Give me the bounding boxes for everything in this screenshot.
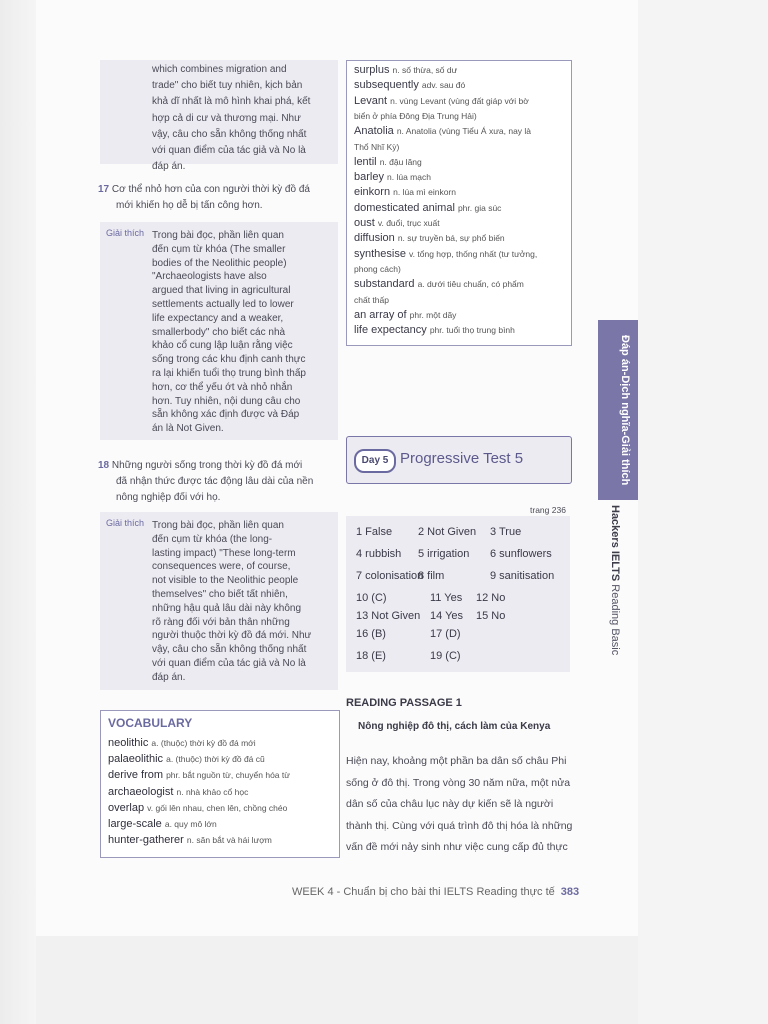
- expl17-line: sống trong các khu định canh thực: [152, 354, 306, 366]
- vocabulary-definition: a. quy mô lớn: [164, 819, 217, 829]
- page-margin: [638, 0, 768, 1024]
- vocabulary-definition: a. (thuộc) thời kỳ đồ đá mới: [151, 738, 256, 748]
- answer-item: 11 Yes: [430, 592, 463, 604]
- vocabulary-word: neolithic: [108, 737, 152, 749]
- vocabulary-word: palaeolithic: [108, 753, 167, 766]
- q17-line: mới khiến họ dễ bị tấn công hơn.: [116, 200, 263, 212]
- expl18-line: Trong bài đọc, phần liên quan: [152, 520, 284, 531]
- answer-item: 9 sanitisation: [490, 570, 555, 582]
- answer-item: 6 sunflowers: [490, 548, 552, 560]
- vocabulary-word: hunter-gatherer: [108, 834, 187, 847]
- topblock-line: hợp cả di cư và thương mại. Như: [152, 112, 301, 124]
- bottom-strip: [36, 936, 638, 1024]
- expl17-line: đến cụm từ khóa (The smaller: [152, 243, 286, 255]
- answer-item: 3 True: [490, 526, 522, 538]
- right-vocabulary-item: [354, 186, 456, 198]
- footer-text: WEEK 4 - Chuẩn bị cho bài thi IELTS Reading thực tế: [292, 886, 555, 898]
- right-vocabulary-item: [354, 294, 389, 306]
- vocabulary-item: [108, 753, 265, 765]
- passage-line: dân số của châu lục này dự kiến sẽ là người: [346, 798, 554, 810]
- side-brand-rest: Reading Basic: [609, 584, 621, 656]
- passage-line: sống ở đô thị. Trong vòng 30 năm nữa, một nửa: [346, 776, 571, 789]
- passage-subtitle: Nông nghiệp đô thị, cách làm của Kenya: [358, 721, 551, 732]
- page-footer: [292, 886, 579, 898]
- answer-item: 14 Yes: [430, 610, 464, 622]
- right-vocabulary-definition: n. số thừa, số dư: [392, 65, 458, 75]
- vocabulary-item: [108, 737, 256, 749]
- q18-line: nông nghiệp đối với họ.: [116, 492, 221, 504]
- expl18-line: với quan điểm của tác giả và No là: [152, 658, 306, 669]
- right-vocabulary-definition: adv. sau đó: [421, 80, 466, 91]
- right-vocabulary-definition: phr. gia súc: [457, 202, 502, 213]
- right-vocabulary-definition: n. lúa mì einkorn: [393, 187, 456, 198]
- right-vocabulary-definition: v. tổng hợp, thống nhất (tư tưởng,: [409, 248, 538, 259]
- right-vocabulary-word: lentil: [354, 155, 380, 168]
- answer-item: 19 (C): [430, 650, 461, 662]
- expl18-line: themselves" cho biết tất nhiên,: [152, 589, 288, 600]
- right-vocabulary-word: substandard: [354, 278, 418, 291]
- vocabulary-item: [108, 802, 287, 814]
- right-vocabulary-word: domesticated animal: [354, 201, 458, 214]
- vocabulary-item: [108, 769, 290, 781]
- right-vocabulary-definition: Thổ Nhĩ Kỳ): [354, 141, 400, 152]
- question-17-number: 17: [98, 184, 110, 195]
- right-vocabulary-item: [354, 95, 529, 107]
- right-vocabulary-word: subsequently: [354, 79, 422, 92]
- expl17-line: sẵn không xác định được và Đáp: [152, 409, 300, 421]
- expl18-line: not visible to the Neolithic people: [152, 575, 299, 587]
- q18-line: đã nhận thức được tác động lâu dài của nền: [116, 476, 314, 488]
- expl17-line: settlements actually led to lower: [152, 299, 294, 310]
- right-vocabulary-word: barley: [354, 171, 388, 184]
- answer-item: 7 colonisation: [356, 570, 424, 582]
- expl18-line: consequences were, of course,: [152, 561, 291, 573]
- vocabulary-word: overlap: [108, 801, 148, 814]
- passage-line: thành thị. Cùng với quá trình đô thị hóa là những: [346, 819, 573, 832]
- answer-item: 13 Not Given: [356, 610, 421, 622]
- passage-line: Hiện nay, khoảng một phần ba dân số châu Phi: [346, 755, 567, 767]
- answer-item: 17 (D): [430, 628, 461, 640]
- expl17-line: smallerbody" cho biết các nhà: [152, 326, 286, 338]
- right-vocabulary-item: [354, 278, 524, 290]
- vocabulary-word: derive from: [108, 769, 167, 782]
- right-vocabulary-item: [354, 309, 456, 321]
- topblock-line: trade" cho biết tuy nhiên, kịch bản: [152, 80, 303, 92]
- right-vocabulary-definition: n. Anatolia (vùng Tiểu Á xưa, nay là: [396, 126, 532, 137]
- right-vocabulary-definition: phr. tuổi thọ trung bình: [429, 325, 515, 336]
- right-vocabulary-word: einkorn: [354, 186, 394, 199]
- right-vocabulary-word: diffusion: [354, 232, 398, 245]
- expl17-line: hơn, cơ thể yếu ớt và nhỏ nhắn: [152, 381, 293, 393]
- question-17: [98, 182, 338, 214]
- expl18-line: đến cụm từ khóa (the long-: [152, 533, 273, 545]
- answer-item: 18 (E): [356, 650, 386, 662]
- expl18-line: đáp án.: [152, 671, 186, 683]
- expl18-line: rõ ràng đối với bản thân những: [152, 616, 290, 628]
- side-tab-label: Đáp án-Dịch nghĩa-Giải thích: [619, 334, 631, 486]
- right-vocabulary-item: [354, 324, 515, 336]
- vocabulary-title: VOCABULARY: [108, 716, 193, 730]
- vocabulary-word: large-scale: [108, 818, 165, 830]
- vocabulary-definition: phr. bắt nguồn từ, chuyển hóa từ: [166, 770, 290, 781]
- expl17-line: argued that living in agricultural: [152, 285, 291, 297]
- right-vocabulary-definition: v. đuổi, trục xuất: [377, 218, 440, 228]
- expl18-line: những hậu quả lâu dài này không: [152, 602, 302, 614]
- q18-line: Những người sống trong thời kỳ đồ đá mới: [111, 460, 303, 471]
- day-title: Progressive Test 5: [400, 450, 524, 467]
- right-vocabulary-definition: phr. một dãy: [409, 309, 457, 320]
- right-vocabulary-item: [354, 263, 401, 275]
- answer-item: 10 (C): [356, 592, 387, 604]
- right-vocabulary-definition: a. dưới tiêu chuẩn, có phẩm: [417, 279, 524, 290]
- answer-item: 16 (B): [356, 628, 386, 640]
- page-shadow: [0, 0, 36, 1024]
- expl18-line: người thuộc thời kỳ đồ đá mới. Như: [152, 630, 312, 642]
- topblock-line: đáp án.: [152, 161, 186, 173]
- answer-item: 8 film: [418, 570, 445, 582]
- right-vocabulary-word: life expectancy: [354, 324, 430, 337]
- answer-item: 2 Not Given: [418, 526, 477, 538]
- question-18-number: 18: [98, 460, 110, 471]
- side-brand-name: Hackers IELTS: [609, 505, 621, 582]
- page-reference: trang 236: [530, 505, 566, 515]
- passage-title: READING PASSAGE 1: [346, 697, 462, 709]
- vocabulary-item: [108, 786, 248, 798]
- expl17-line: án là Not Given.: [152, 423, 224, 435]
- day-badge: Day 5: [354, 449, 396, 473]
- side-brand: [609, 505, 621, 655]
- right-vocabulary-item: [354, 110, 477, 122]
- answer-item: 4 rubbish: [356, 548, 402, 560]
- right-vocabulary-definition: n. sự truyền bá, sự phổ biến: [397, 233, 505, 244]
- answer-item: 12 No: [476, 592, 506, 604]
- expl17-line: Trong bài đọc, phần liên quan: [152, 230, 284, 241]
- right-vocabulary-definition: phong cách): [354, 263, 401, 274]
- right-vocabulary-word: synthesise: [354, 247, 410, 260]
- right-vocabulary-item: [354, 202, 501, 214]
- expl17-line: bodies of the Neolithic people): [152, 257, 287, 269]
- question-18: [98, 458, 338, 507]
- right-vocabulary-item: [354, 79, 465, 91]
- explanation-label-18: Giải thích: [106, 518, 145, 528]
- right-vocabulary-word: oust: [354, 217, 378, 229]
- topblock-line: khả dĩ nhất là mô hình khai phá, kết: [152, 96, 311, 108]
- right-vocabulary-word: an array of: [354, 308, 410, 321]
- expl18-line: vậy, câu cho sẵn không thống nhất: [152, 644, 307, 656]
- expl17-line: khảo cổ cung lập luận rằng việc: [152, 340, 293, 352]
- passage-line: vấn đề mới nảy sinh như việc cung cấp đủ thực: [346, 841, 568, 853]
- expl17-line: hơn. Tuy nhiên, nội dung câu cho: [152, 395, 301, 407]
- expl18-line: lasting impact) "These long-term: [152, 547, 296, 559]
- question-17-text: [98, 184, 338, 214]
- right-vocabulary-definition: n. vùng Levant (vùng đất giáp với bờ: [390, 95, 529, 106]
- right-vocabulary-definition: chất thấp: [354, 294, 389, 305]
- answer-item: 15 No: [476, 610, 506, 622]
- question-18-text: [98, 460, 338, 507]
- topblock-line: vậy, câu cho sẵn không thống nhất: [152, 128, 307, 140]
- right-vocabulary-item: [354, 171, 431, 183]
- vocabulary-definition: n. săn bắt và hái lượm: [186, 835, 272, 846]
- page-number: 383: [560, 886, 580, 898]
- vocabulary-word: archaeologist: [108, 785, 177, 798]
- right-vocabulary-item: [354, 125, 531, 137]
- topblock-line: which combines migration and: [152, 64, 287, 75]
- right-vocabulary-item: [354, 248, 537, 260]
- right-vocabulary-definition: n. lúa mạch: [387, 172, 431, 183]
- right-vocabulary-definition: biển ở phía Đông Địa Trung Hải): [354, 110, 477, 121]
- right-vocabulary-word: Anatolia: [354, 125, 397, 138]
- right-vocabulary-word: surplus: [354, 64, 393, 76]
- expl17-line: "Archaeologists have also: [152, 271, 267, 283]
- expl17-line: life expectancy and a weaker,: [152, 312, 284, 324]
- expl17-line: ra lại khiến tuổi thọ trung bình thấp: [152, 368, 306, 379]
- topblock-line: với quan điểm của tác giả và No là: [152, 145, 306, 156]
- right-vocabulary-definition: n. đậu lăng: [379, 156, 422, 167]
- vocabulary-item: [108, 818, 217, 830]
- right-vocabulary-item: [354, 141, 399, 153]
- vocabulary-definition: v. gối lên nhau, chen lên, chồng chéo: [147, 802, 288, 813]
- right-vocabulary-item: [354, 232, 505, 244]
- vocabulary-definition: a. (thuộc) thời kỳ đồ đá cũ: [166, 754, 265, 765]
- explanation-label-17: Giải thích: [106, 228, 145, 238]
- right-vocabulary-item: [354, 64, 457, 76]
- right-vocabulary-item: [354, 156, 422, 168]
- right-vocabulary-word: Levant: [354, 94, 391, 107]
- vocabulary-definition: n. nhà khảo cổ học: [176, 786, 249, 797]
- answer-item: 1 False: [356, 526, 393, 538]
- vocabulary-item: [108, 834, 272, 846]
- answer-item: 5 irrigation: [418, 548, 470, 560]
- right-vocabulary-item: [354, 217, 440, 229]
- q17-line: Cơ thể nhỏ hơn của con người thời kỳ đồ đá: [111, 184, 310, 195]
